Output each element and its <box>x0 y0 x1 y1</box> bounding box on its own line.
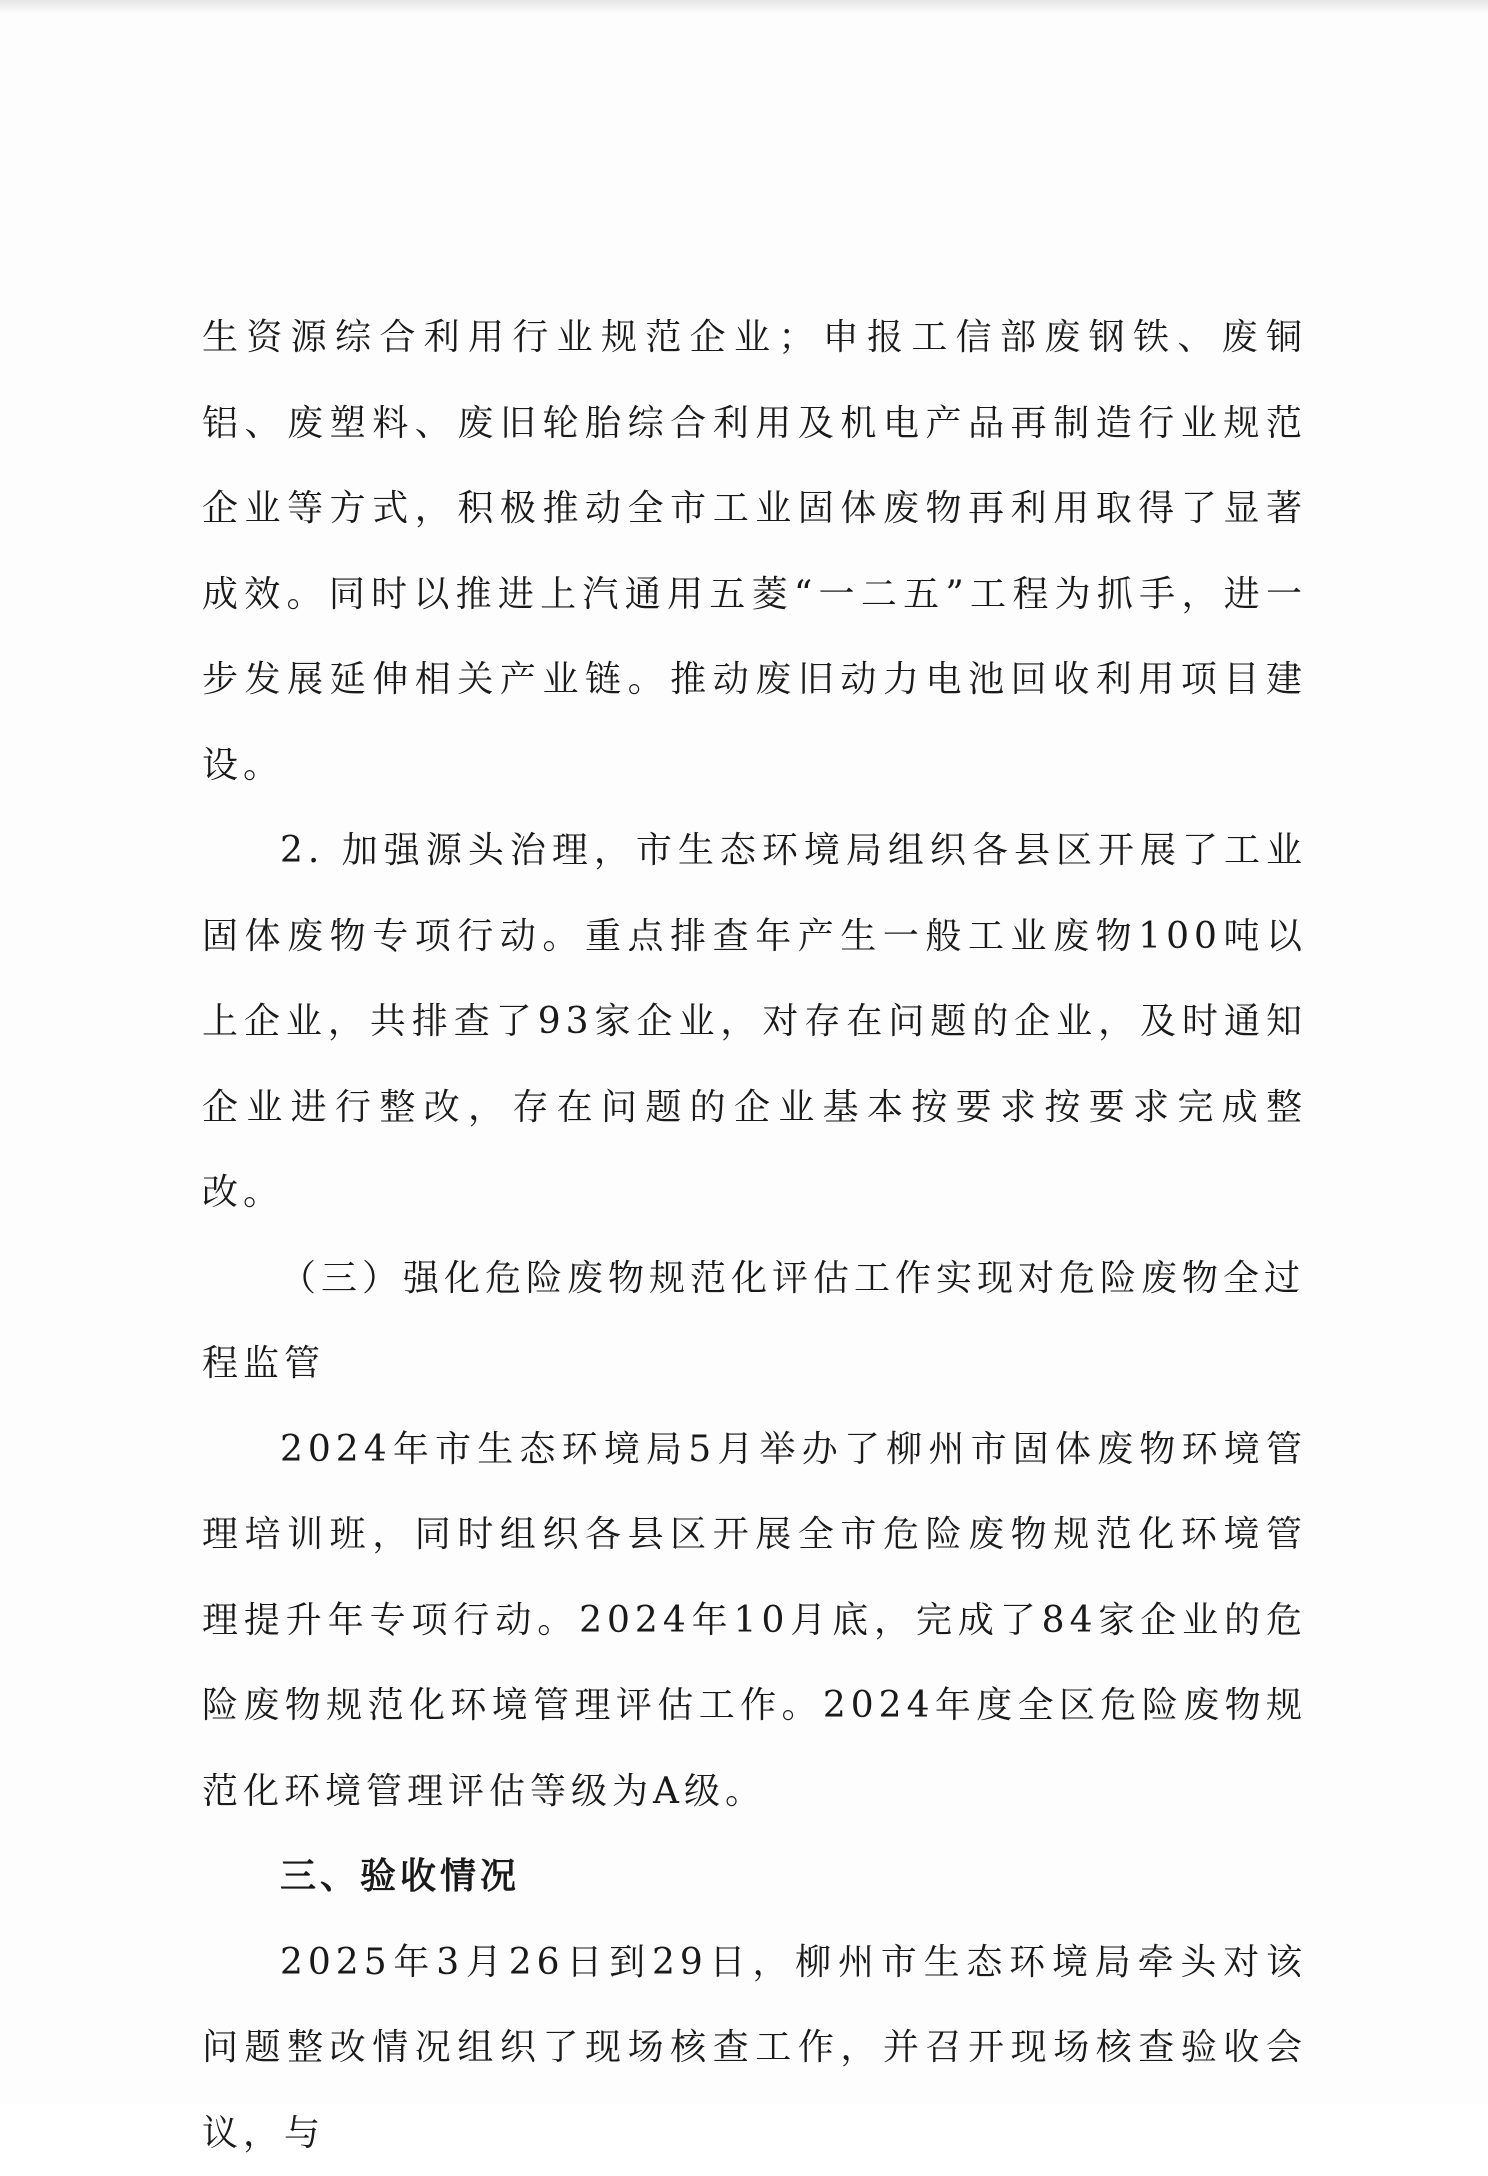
paragraph-continuation: 生资源综合利用行业规范企业；申报工信部废钢铁、废铜铝、废塑料、废旧轮胎综合利用及机电产品再制造行业规范企业等方式，积极推动全市工业固体废物再利用取得了显著成效。同时以推进上汽通用五菱“一二五”工程为抓手，进一步发展延伸相关产业链。推动废旧动力电池回收利用项目建设。 <box>202 295 1307 808</box>
paragraph-acceptance: 2025年3月26日到29日，柳州市生态环境局牵头对该问题整改情况组织了现场核查工作，并召开现场核查验收会议，与 <box>202 1920 1307 2176</box>
document-body <box>202 295 1307 2176</box>
paragraph-hazardous-waste-assessment: 2024年市生态环境局5月举办了柳州市固体废物环境管理培训班，同时组织各县区开展全市危险废物规范化环境管理提升年专项行动。2024年10月底，完成了84家企业的危险废物规范化环境管理评估工作。2024年度全区危险废物规范化环境管理评估等级为A级。 <box>202 1407 1307 1835</box>
paragraph-source-control: 2. 加强源头治理，市生态环境局组织各县区开展了工业固体废物专项行动。重点排查年产生一般工业废物100吨以上企业，共排查了93家企业，对存在问题的企业，及时通知企业进行整改，存在问题的企业基本按要求按要求完成整改。 <box>202 808 1307 1236</box>
section-heading-acceptance: 三、验收情况 <box>202 1834 1307 1920</box>
scan-edge-shadow <box>0 0 1488 14</box>
section-subheading-hazardous-waste: （三）强化危险废物规范化评估工作实现对危险废物全过程监管 <box>202 1236 1307 1407</box>
